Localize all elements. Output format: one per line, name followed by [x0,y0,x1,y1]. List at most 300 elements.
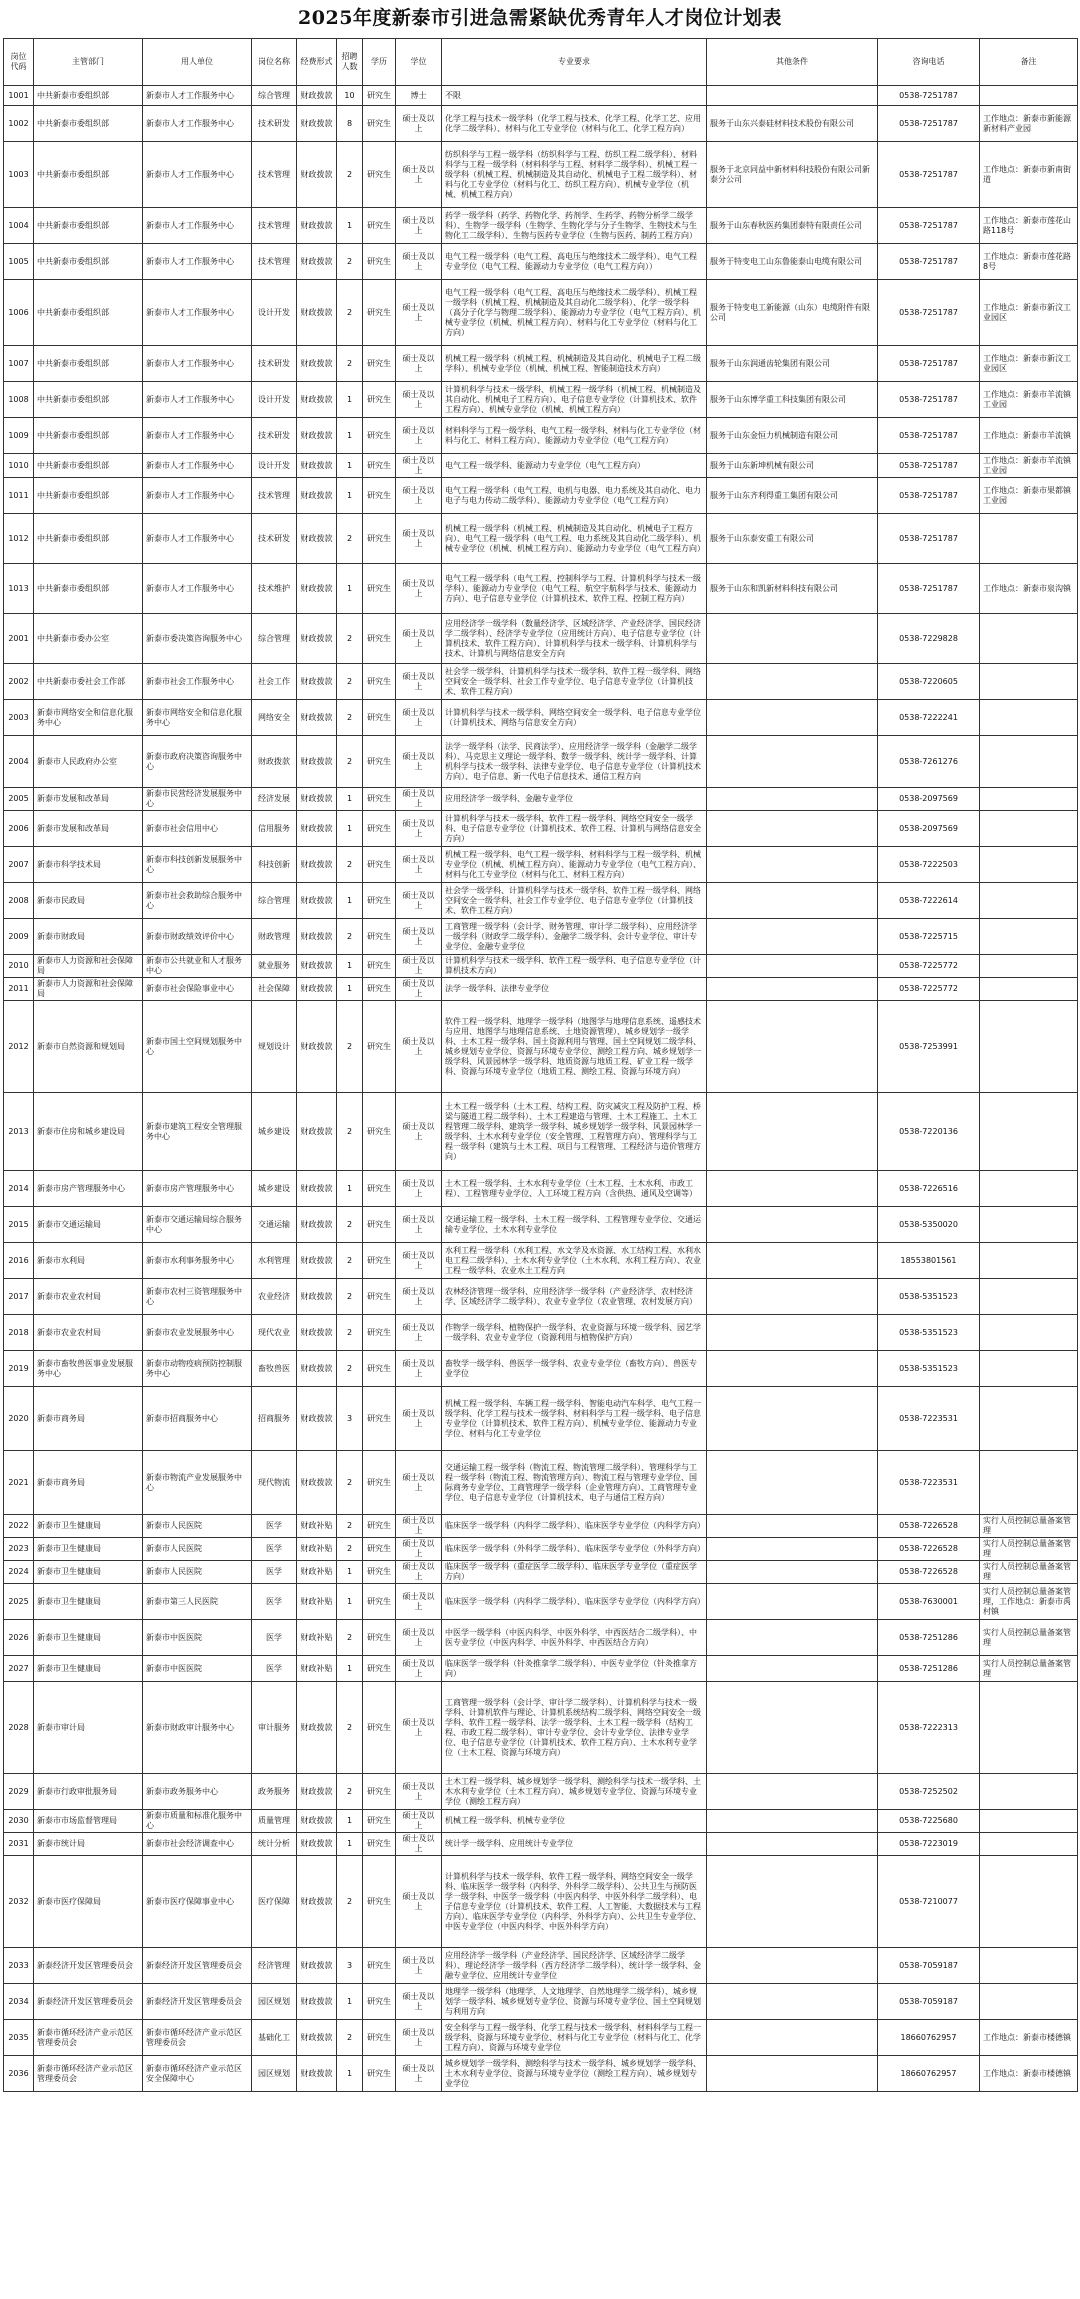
cell-fund: 财政拨款 [297,106,337,142]
header-unit: 用人单位 [143,39,252,86]
table-row [4,847,1078,883]
cell-num: 2 [337,1243,363,1279]
cell-dept: 新泰市卫生健康局 [34,1656,143,1682]
cell-post: 城乡建设 [252,1171,297,1207]
cell-deg: 硕士及以上 [396,1207,442,1243]
cell-deg: 硕士及以上 [396,614,442,664]
cell-deg: 硕士及以上 [396,883,442,919]
table-row [4,208,1078,244]
cell-edu: 研究生 [363,847,396,883]
cell-note: 实行人员控制总量备案管理 [980,1620,1078,1656]
cell-edu: 研究生 [363,86,396,106]
cell-dept: 新泰市发展和改革局 [34,788,143,811]
cell-fund: 财政拨款 [297,2020,337,2056]
cell-fund: 财政补贴 [297,1584,337,1620]
cell-fund: 财政拨款 [297,514,337,564]
cell-tel: 0538-7223531 [878,1451,980,1515]
cell-code: 2028 [4,1682,34,1774]
cell-tel: 0538-2097569 [878,788,980,811]
cell-unit: 新泰市招商服务中心 [143,1387,252,1451]
cell-other [707,1984,878,2020]
cell-major: 机械工程一级学科、车辆工程一级学科、智能电动汽车科学、电气工程一级学科、化学工程与技术一级学科、材料科学与工程一级学科、电子信息专业学位（计算机技术、软件工程方向）、机械专业学位、能源动力专业学位、材料与化工专业学位 [442,1387,707,1451]
cell-fund: 财政拨款 [297,664,337,700]
cell-deg: 硕士及以上 [396,919,442,955]
cell-major: 应用经济学一级学科、金融专业学位 [442,788,707,811]
cell-note: 工作地点：新泰市果都镇工业园 [980,478,1078,514]
cell-unit: 新泰市社会保险事业中心 [143,978,252,1001]
cell-post: 技术研发 [252,418,297,454]
cell-other: 服务于山东兴泰硅材料技术股份有限公司 [707,106,878,142]
cell-major: 社会学一级学科、计算机科学与技术一级学科、软件工程一级学科、网络空间安全一级学科、社会工作专业学位、电子信息专业学位（计算机技术、软件工程方向） [442,883,707,919]
cell-code: 2006 [4,811,34,847]
cell-edu: 研究生 [363,955,396,978]
cell-other [707,955,878,978]
cell-deg: 硕士及以上 [396,811,442,847]
cell-fund: 财政拨款 [297,1833,337,1856]
cell-tel: 0538-7251787 [878,382,980,418]
cell-num: 1 [337,454,363,478]
cell-num: 2 [337,346,363,382]
cell-major: 统计学一级学科、应用统计专业学位 [442,1833,707,1856]
cell-code: 2003 [4,700,34,736]
cell-unit: 新泰市公共就业和人才服务中心 [143,955,252,978]
cell-fund: 财政拨款 [297,1279,337,1315]
cell-tel: 18553801561 [878,1243,980,1279]
cell-dept: 新泰市人力资源和社会保障局 [34,978,143,1001]
cell-note [980,736,1078,788]
cell-num: 2 [337,1515,363,1538]
cell-fund: 财政拨款 [297,1948,337,1984]
cell-other [707,2020,878,2056]
cell-edu: 研究生 [363,1584,396,1620]
cell-unit: 新泰市委决策咨询服务中心 [143,614,252,664]
cell-other [707,736,878,788]
cell-post: 技术管理 [252,244,297,280]
table-row [4,564,1078,614]
cell-tel: 0538-7226528 [878,1561,980,1584]
cell-major: 电气工程一级学科（电气工程、高电压与绝缘技术二级学科）、机械工程一级学科（机械工程、机械制造及其自动化二级学科）、化学一级学科（高分子化学与物理二级学科）、能源动力专业学位（电气工程方向）、机械专业学位（机械、机械工程方向）、材料与化工专业学位（材料与化工方向） [442,280,707,346]
table-row [4,1584,1078,1620]
cell-code: 2026 [4,1620,34,1656]
cell-other [707,1387,878,1451]
cell-major: 计算机科学与技术一级学科、软件工程一级学科、网络空间安全一级学科、电子信息专业学位（计算机技术、软件工程、计算机与网络信息安全方向） [442,811,707,847]
cell-unit: 新泰市财政审计服务中心 [143,1682,252,1774]
table-row [4,1948,1078,1984]
cell-fund: 财政拨款 [297,955,337,978]
cell-code: 1004 [4,208,34,244]
table-body [4,86,1078,2092]
cell-edu: 研究生 [363,664,396,700]
cell-other [707,1279,878,1315]
cell-num: 2 [337,700,363,736]
cell-other [707,1515,878,1538]
cell-num: 8 [337,106,363,142]
cell-code: 1003 [4,142,34,208]
cell-major: 电气工程一级学科（电气工程、控制科学与工程、计算机科学与技术一级学科）、能源动力专业学位（电气工程、航空宇航科学与技术、能源动力方向）、电子信息专业学位（计算机技术、软件工程、控制工程方向） [442,564,707,614]
table-row [4,1315,1078,1351]
cell-code: 2021 [4,1451,34,1515]
cell-dept: 新泰市循环经济产业示范区管理委员会 [34,2056,143,2092]
cell-deg: 硕士及以上 [396,454,442,478]
table-row [4,978,1078,1001]
cell-other [707,1620,878,1656]
cell-dept: 新泰市财政局 [34,919,143,955]
cell-dept: 新泰市农业农村局 [34,1315,143,1351]
cell-num: 2 [337,1315,363,1351]
cell-deg: 硕士及以上 [396,736,442,788]
cell-post: 城乡建设 [252,1093,297,1171]
cell-dept: 中共新泰市委组织部 [34,418,143,454]
cell-major: 交通运输工程一级学科、土木工程一级学科、工程管理专业学位、交通运输专业学位、土木水利专业学位 [442,1207,707,1243]
cell-unit: 新泰市房产管理服务中心 [143,1171,252,1207]
cell-tel: 0538-7251286 [878,1620,980,1656]
cell-tel: 0538-7225772 [878,978,980,1001]
cell-deg: 硕士及以上 [396,1620,442,1656]
cell-post: 经济发展 [252,788,297,811]
cell-unit: 新泰市财政绩效评价中心 [143,919,252,955]
cell-code: 1007 [4,346,34,382]
cell-code: 2009 [4,919,34,955]
cell-code: 2004 [4,736,34,788]
cell-dept: 中共新泰市委组织部 [34,454,143,478]
cell-post: 财政管理 [252,919,297,955]
cell-deg: 硕士及以上 [396,1171,442,1207]
cell-dept: 中共新泰市委组织部 [34,86,143,106]
cell-fund: 财政拨款 [297,1171,337,1207]
cell-tel: 0538-7222241 [878,700,980,736]
table-row [4,1810,1078,1833]
cell-num: 1 [337,382,363,418]
cell-fund: 财政拨款 [297,1315,337,1351]
cell-tel: 0538-7251787 [878,142,980,208]
cell-note [980,1833,1078,1856]
cell-dept: 新泰市科学技术局 [34,847,143,883]
cell-edu: 研究生 [363,1682,396,1774]
cell-unit: 新泰市医疗保障事业中心 [143,1856,252,1948]
position-table [3,38,1078,2092]
cell-unit: 新泰市人才工作服务中心 [143,514,252,564]
cell-unit: 新泰市人才工作服务中心 [143,208,252,244]
cell-tel: 0538-5351523 [878,1279,980,1315]
cell-num: 2 [337,280,363,346]
cell-unit: 新泰市水利事务服务中心 [143,1243,252,1279]
cell-major: 机械工程一级学科、电气工程一级学科、材料科学与工程一级学科、机械专业学位（机械、机械工程方向）、能源动力专业学位（电气工程方向）、材料与化工专业学位（材料与化工、材料工程方向） [442,847,707,883]
table-row [4,1856,1078,1948]
cell-post: 综合管理 [252,614,297,664]
cell-edu: 研究生 [363,142,396,208]
cell-tel: 0538-7222614 [878,883,980,919]
cell-note: 实行人员控制总量备案管理 [980,1656,1078,1682]
cell-post: 技术研发 [252,346,297,382]
cell-code: 2001 [4,614,34,664]
cell-deg: 硕士及以上 [396,564,442,614]
cell-tel: 0538-7225680 [878,1810,980,1833]
cell-edu: 研究生 [363,2020,396,2056]
table-row [4,1387,1078,1451]
cell-dept: 中共新泰市委组织部 [34,280,143,346]
cell-dept: 新泰市人民政府办公室 [34,736,143,788]
cell-unit: 新泰市建筑工程安全管理服务中心 [143,1093,252,1171]
cell-major: 计算机科学与技术一级学科、机械工程一级学科（机械工程、机械制造及其自动化、机械电子工程方向）、电子信息专业学位（计算机技术、软件工程方向）、机械专业学位（机械、机械工程方向） [442,382,707,418]
cell-post: 就业服务 [252,955,297,978]
cell-fund: 财政拨款 [297,883,337,919]
cell-fund: 财政拨款 [297,564,337,614]
cell-deg: 硕士及以上 [396,106,442,142]
cell-code: 2027 [4,1656,34,1682]
table-row [4,142,1078,208]
table-row [4,1833,1078,1856]
cell-unit: 新泰市民营经济发展服务中心 [143,788,252,811]
cell-note [980,1856,1078,1948]
cell-other [707,811,878,847]
cell-major: 电气工程一级学科（电气工程、高电压与绝缘技术二级学科）、电气工程专业学位（电气工程、能源动力专业学位（电气工程方向）） [442,244,707,280]
cell-tel: 0538-7225772 [878,955,980,978]
cell-major: 土木工程一级学科、城乡规划学一级学科、测绘科学与技术一级学科、土木水利专业学位（土木工程方向）、城乡规划专业学位、资源与环境专业学位（测绘工程方向） [442,1774,707,1810]
cell-note [980,1810,1078,1833]
header-other: 其他条件 [707,39,878,86]
cell-code: 2016 [4,1243,34,1279]
cell-unit: 新泰市社会救助综合服务中心 [143,883,252,919]
cell-major: 临床医学一级学科（内科学二级学科）、临床医学专业学位（内科学方向） [442,1584,707,1620]
cell-code: 2014 [4,1171,34,1207]
cell-code: 2032 [4,1856,34,1948]
cell-unit: 新泰市中医医院 [143,1620,252,1656]
cell-tel: 0538-7630001 [878,1584,980,1620]
cell-code: 2020 [4,1387,34,1451]
cell-num: 2 [337,244,363,280]
cell-edu: 研究生 [363,1538,396,1561]
cell-major: 临床医学一级学科（针灸推拿学二级学科）、中医专业学位（针灸推拿方向） [442,1656,707,1682]
cell-note [980,1279,1078,1315]
cell-code: 1006 [4,280,34,346]
cell-code: 2024 [4,1561,34,1584]
cell-deg: 硕士及以上 [396,1774,442,1810]
cell-unit: 新泰市循环经济产业示范区管理委员会 [143,2020,252,2056]
cell-other [707,883,878,919]
cell-code: 2013 [4,1093,34,1171]
cell-post: 医学 [252,1620,297,1656]
cell-num: 2 [337,1620,363,1656]
cell-post: 基础化工 [252,2020,297,2056]
cell-deg: 硕士及以上 [396,1279,442,1315]
cell-tel: 0538-7059187 [878,1948,980,1984]
cell-other [707,1351,878,1387]
cell-tel: 0538-7251787 [878,280,980,346]
cell-deg: 硕士及以上 [396,1948,442,1984]
cell-tel: 0538-7251787 [878,564,980,614]
cell-tel: 18660762957 [878,2020,980,2056]
cell-deg: 硕士及以上 [396,1656,442,1682]
cell-major: 城乡规划学一级学科、测绘科学与技术一级学科、城乡规划学一级学科、土木水利专业学位、资源与环境专业学位（测绘工程方向）、城乡规划专业学位 [442,2056,707,2092]
cell-num: 1 [337,788,363,811]
cell-unit: 新泰经济开发区管理委员会 [143,1984,252,2020]
header-dept: 主管部门 [34,39,143,86]
cell-note: 工作地点：新泰市楼德镇 [980,2056,1078,2092]
cell-edu: 研究生 [363,1315,396,1351]
cell-major: 社会学一级学科、计算机科学与技术一级学科、软件工程一级学科、网络空间安全一级学科、社会工作专业学位、电子信息专业学位（计算机技术、软件工程方向） [442,664,707,700]
cell-post: 医学 [252,1561,297,1584]
cell-edu: 研究生 [363,978,396,1001]
cell-num: 2 [337,2020,363,2056]
cell-deg: 硕士及以上 [396,664,442,700]
cell-unit: 新泰市政务服务中心 [143,1774,252,1810]
cell-other [707,847,878,883]
cell-edu: 研究生 [363,1279,396,1315]
cell-code: 2010 [4,955,34,978]
cell-code: 2033 [4,1948,34,1984]
cell-num: 2 [337,1682,363,1774]
cell-edu: 研究生 [363,1984,396,2020]
cell-num: 1 [337,1561,363,1584]
header-edu: 学历 [363,39,396,86]
cell-major: 工商管理一级学科（会计学、财务管理、审计学二级学科）、应用经济学一级学科（财政学二级学科）、金融学二级学科、会计专业学位、审计专业学位、金融专业学位 [442,919,707,955]
cell-fund: 财政拨款 [297,1984,337,2020]
cell-unit: 新泰市社会信用中心 [143,811,252,847]
cell-post: 医学 [252,1584,297,1620]
cell-fund: 财政拨款 [297,614,337,664]
cell-num: 2 [337,1093,363,1171]
cell-edu: 研究生 [363,1856,396,1948]
cell-deg: 硕士及以上 [396,1856,442,1948]
table-row [4,919,1078,955]
cell-dept: 新泰市人力资源和社会保障局 [34,955,143,978]
cell-major: 计算机科学与技术一级学科、网络空间安全一级学科、电子信息专业学位（计算机技术、网络与信息安全方向） [442,700,707,736]
cell-major: 临床医学一级学科（重症医学二级学科）、临床医学专业学位（重症医学方向） [442,1561,707,1584]
table-row [4,1171,1078,1207]
cell-tel: 0538-7223019 [878,1833,980,1856]
cell-code: 2005 [4,788,34,811]
cell-unit: 新泰市人才工作服务中心 [143,478,252,514]
cell-fund: 财政拨款 [297,1243,337,1279]
cell-fund: 财政拨款 [297,978,337,1001]
cell-deg: 硕士及以上 [396,1093,442,1171]
cell-major: 中医学一级学科（中医内科学、中医外科学、中西医结合二级学科）、中医专业学位（中医内科学、中医外科学、中西医结合方向） [442,1620,707,1656]
table-row [4,788,1078,811]
cell-code: 2025 [4,1584,34,1620]
table-row [4,955,1078,978]
cell-unit: 新泰市政府决策咨询服务中心 [143,736,252,788]
cell-tel: 0538-7251787 [878,244,980,280]
cell-major: 电气工程一级学科（电气工程、电机与电器、电力系统及其自动化、电力电子与电力传动二级学科）、能源动力专业学位（电气工程方向） [442,478,707,514]
cell-dept: 新泰市卫生健康局 [34,1561,143,1584]
cell-note [980,614,1078,664]
cell-edu: 研究生 [363,280,396,346]
cell-other [707,1833,878,1856]
header-post: 岗位名称 [252,39,297,86]
cell-dept: 新泰市自然资源和规划局 [34,1001,143,1093]
cell-fund: 财政拨款 [297,1207,337,1243]
cell-fund: 财政拨款 [297,142,337,208]
cell-major: 机械工程一级学科（机械工程、机械制造及其自动化、机械电子工程二级学科）、机械专业学位（机械、机械工程、智能制造技术方向） [442,346,707,382]
cell-deg: 硕士及以上 [396,1561,442,1584]
cell-post: 科技创新 [252,847,297,883]
cell-tel: 0538-7251787 [878,478,980,514]
page-title: 2025年度新泰市引进急需紧缺优秀青年人才岗位计划表 [298,7,782,29]
table-row [4,1774,1078,1810]
cell-post: 技术研发 [252,514,297,564]
cell-note: 实行人员控制总量备案管理，工作地点：新泰市禹村镇 [980,1584,1078,1620]
cell-edu: 研究生 [363,1093,396,1171]
cell-edu: 研究生 [363,700,396,736]
cell-post: 政务服务 [252,1774,297,1810]
cell-other [707,1774,878,1810]
table-row [4,664,1078,700]
cell-post: 社会保障 [252,978,297,1001]
cell-tel: 0538-7251787 [878,418,980,454]
cell-unit: 新泰市物流产业发展服务中心 [143,1451,252,1515]
cell-tel: 0538-7251787 [878,86,980,106]
table-row [4,1682,1078,1774]
cell-note: 工作地点：新泰市新南街道 [980,142,1078,208]
cell-deg: 硕士及以上 [396,847,442,883]
cell-fund: 财政拨款 [297,418,337,454]
cell-fund: 财政拨款 [297,1810,337,1833]
cell-tel: 0538-7226528 [878,1538,980,1561]
cell-dept: 新泰经济开发区管理委员会 [34,1948,143,1984]
table-row [4,478,1078,514]
cell-num: 3 [337,1948,363,1984]
cell-other: 服务于特变电工山东鲁能泰山电缆有限公司 [707,244,878,280]
cell-post: 技术维护 [252,564,297,614]
cell-unit: 新泰市社会经济调查中心 [143,1833,252,1856]
cell-num: 1 [337,978,363,1001]
cell-tel: 0538-7220136 [878,1093,980,1171]
table-row [4,1538,1078,1561]
header-deg: 学位 [396,39,442,86]
header-fund: 经费形式 [297,39,337,86]
cell-tel: 0538-7226528 [878,1515,980,1538]
cell-deg: 硕士及以上 [396,1515,442,1538]
cell-dept: 新泰市卫生健康局 [34,1515,143,1538]
cell-deg: 硕士及以上 [396,1810,442,1833]
cell-edu: 研究生 [363,2056,396,2092]
cell-post: 技术研发 [252,106,297,142]
cell-edu: 研究生 [363,614,396,664]
cell-major: 不限 [442,86,707,106]
cell-note [980,1171,1078,1207]
cell-major: 工商管理一级学科（会计学、审计学二级学科）、计算机科学与技术一级学科、计算机软件与理论、计算机系统结构二级学科、网络空间安全一级学科、软件工程一级学科、法学一级学科、土木工程一级学科（结构工程、市政工程二级学科）、审计专业学位、会计专业学位、法律专业学位、电子信息专业学位（计算机技术、软件工程方向）、土木水利专业学位（土木工程、资源与环境方向） [442,1682,707,1774]
cell-other [707,1243,878,1279]
cell-note: 工作地点：新泰市羊流镇工业园 [980,454,1078,478]
cell-unit: 新泰市中医医院 [143,1656,252,1682]
cell-num: 1 [337,418,363,454]
cell-fund: 财政拨款 [297,478,337,514]
table-row [4,1243,1078,1279]
cell-deg: 硕士及以上 [396,700,442,736]
cell-fund: 财政拨款 [297,1451,337,1515]
cell-post: 交通运输 [252,1207,297,1243]
cell-dept: 中共新泰市委社会工作部 [34,664,143,700]
cell-other [707,1538,878,1561]
cell-note [980,811,1078,847]
cell-code: 1012 [4,514,34,564]
cell-major: 畜牧学一级学科、兽医学一级学科、农业专业学位（畜牧方向）、兽医专业学位 [442,1351,707,1387]
cell-tel: 0538-2097569 [878,811,980,847]
cell-code: 2031 [4,1833,34,1856]
cell-deg: 硕士及以上 [396,478,442,514]
cell-other: 服务于山东金恒力机械制造有限公司 [707,418,878,454]
cell-edu: 研究生 [363,454,396,478]
cell-tel: 0538-7229828 [878,614,980,664]
cell-other [707,1315,878,1351]
cell-unit: 新泰市人才工作服务中心 [143,346,252,382]
cell-other: 服务于北京同益中新材料科技股份有限公司新泰分公司 [707,142,878,208]
cell-deg: 硕士及以上 [396,1387,442,1451]
table-row [4,1656,1078,1682]
cell-post: 现代物流 [252,1451,297,1515]
cell-note: 工作地点：新泰市新汶工业园区 [980,346,1078,382]
cell-note [980,978,1078,1001]
